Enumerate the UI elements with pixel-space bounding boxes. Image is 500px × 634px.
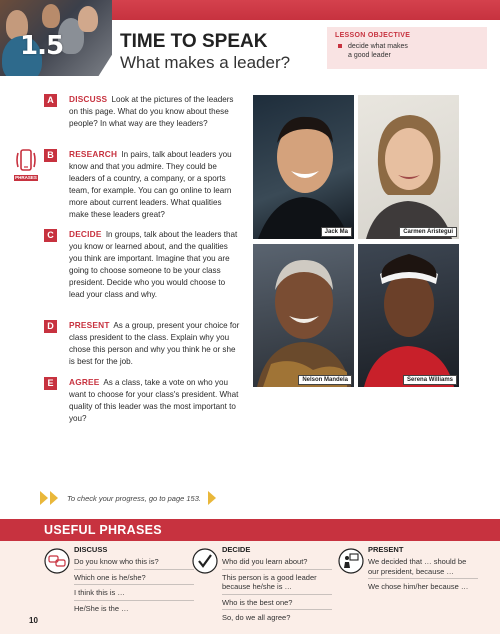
task-text: As a group, present your choice for class president to the class. Explain why you chose this person and why you think he or she is best for the job. xyxy=(69,321,240,366)
lesson-subtitle: What makes a leader? xyxy=(120,53,291,72)
photo-caption: Jack Ma xyxy=(321,227,352,237)
photo-serena-williams xyxy=(358,244,459,387)
phrase: Who is the best one? xyxy=(222,598,332,611)
bullet-icon xyxy=(338,44,342,48)
photo-caption: Serena Williams xyxy=(403,375,457,385)
objective-line-2: a good leader xyxy=(348,52,391,59)
phrase: Do you know who this is? xyxy=(74,557,194,570)
lesson-number: 1.5 xyxy=(20,31,64,61)
chevron-right-icon xyxy=(40,491,48,505)
phrase: I think this is … xyxy=(74,588,194,601)
progress-text: To check your progress, go to page 153. xyxy=(67,493,201,503)
photo-caption: Carmen Aristegui xyxy=(399,227,457,237)
phrase: We chose him/her because … xyxy=(368,582,469,591)
task-text: In groups, talk about the leaders that you know or learned about, and the qualities you think are important. Imagine that you are going to choose someone to be your class president. Decide who you would choose to lead your class and why. xyxy=(69,230,238,299)
speech-bubbles-icon xyxy=(44,548,70,574)
task-letter: E xyxy=(44,377,57,390)
photo-caption: Nelson Mandela xyxy=(298,375,352,385)
task-letter: C xyxy=(44,229,57,242)
task-text: In pairs, talk about leaders you know and that you admire. They could be leaders of a country, a company, or a sports team, for example. You can go online to learn more about current leaders. What qualities make these leaders great? xyxy=(69,150,232,219)
progress-link[interactable] xyxy=(40,491,216,505)
task-keyword: DISCUSS xyxy=(69,94,108,104)
phrases-present xyxy=(368,545,478,597)
task-d xyxy=(44,320,240,368)
lesson-title: TIME TO SPEAK xyxy=(120,31,268,52)
phrases-heading: DISCUSS xyxy=(74,545,108,554)
task-keyword: DECIDE xyxy=(69,229,102,239)
task-c xyxy=(44,229,240,300)
chevron-right-icon xyxy=(208,491,216,505)
objective-line-1: decide what makes xyxy=(348,43,408,50)
phrase: Which one is he/she? xyxy=(74,573,194,586)
phrases-discuss xyxy=(74,545,194,618)
phrase: Who did you learn about? xyxy=(222,557,332,570)
phrases-decide xyxy=(222,545,332,628)
lesson-objective-box xyxy=(327,27,487,69)
objective-item xyxy=(335,42,479,60)
task-letter: D xyxy=(44,320,57,333)
chevron-right-icon xyxy=(50,491,58,505)
task-keyword: PRESENT xyxy=(69,320,110,330)
task-keyword: RESEARCH xyxy=(69,149,118,159)
phrase: We decided that … should be our president, because … xyxy=(368,557,478,579)
portrait-nelson-mandela xyxy=(253,244,354,387)
task-letter: A xyxy=(44,94,57,107)
presenter-icon xyxy=(338,548,364,574)
phrase: This person is a good leader because he/she is … xyxy=(222,573,332,595)
task-a xyxy=(44,94,240,130)
portrait-serena-williams xyxy=(358,244,459,387)
portrait-carmen-aristegui xyxy=(358,95,459,239)
phrase: So, do we all agree? xyxy=(222,613,291,622)
phrases-heading: PRESENT xyxy=(368,545,404,554)
phrase: He/She is the … xyxy=(74,603,129,613)
task-text: Look at the pictures of the leaders on this page. What do you know about these people? In what way are they leaders? xyxy=(69,95,234,128)
portrait-jack-ma xyxy=(253,95,354,239)
task-b xyxy=(44,149,240,220)
objective-heading: LESSON OBJECTIVE xyxy=(335,32,411,39)
photo-nelson-mandela xyxy=(253,244,354,387)
task-letter: B xyxy=(44,149,57,162)
checkmark-icon xyxy=(192,548,218,574)
phrases-heading: DECIDE xyxy=(222,545,251,554)
task-e xyxy=(44,377,240,425)
task-text: As a class, take a vote on who you want to choose for your class's president. What quality of this leader was the most important to you? xyxy=(69,378,239,423)
phone-label: PHRASES xyxy=(15,175,37,180)
photo-jack-ma xyxy=(253,95,354,239)
task-keyword: AGREE xyxy=(69,377,100,387)
useful-phrases-heading: USEFUL PHRASES xyxy=(44,523,162,537)
page-number: 10 xyxy=(29,616,38,625)
photo-carmen-aristegui xyxy=(358,95,459,239)
useful-phrases-header xyxy=(0,519,500,541)
phone-icon xyxy=(15,147,37,174)
